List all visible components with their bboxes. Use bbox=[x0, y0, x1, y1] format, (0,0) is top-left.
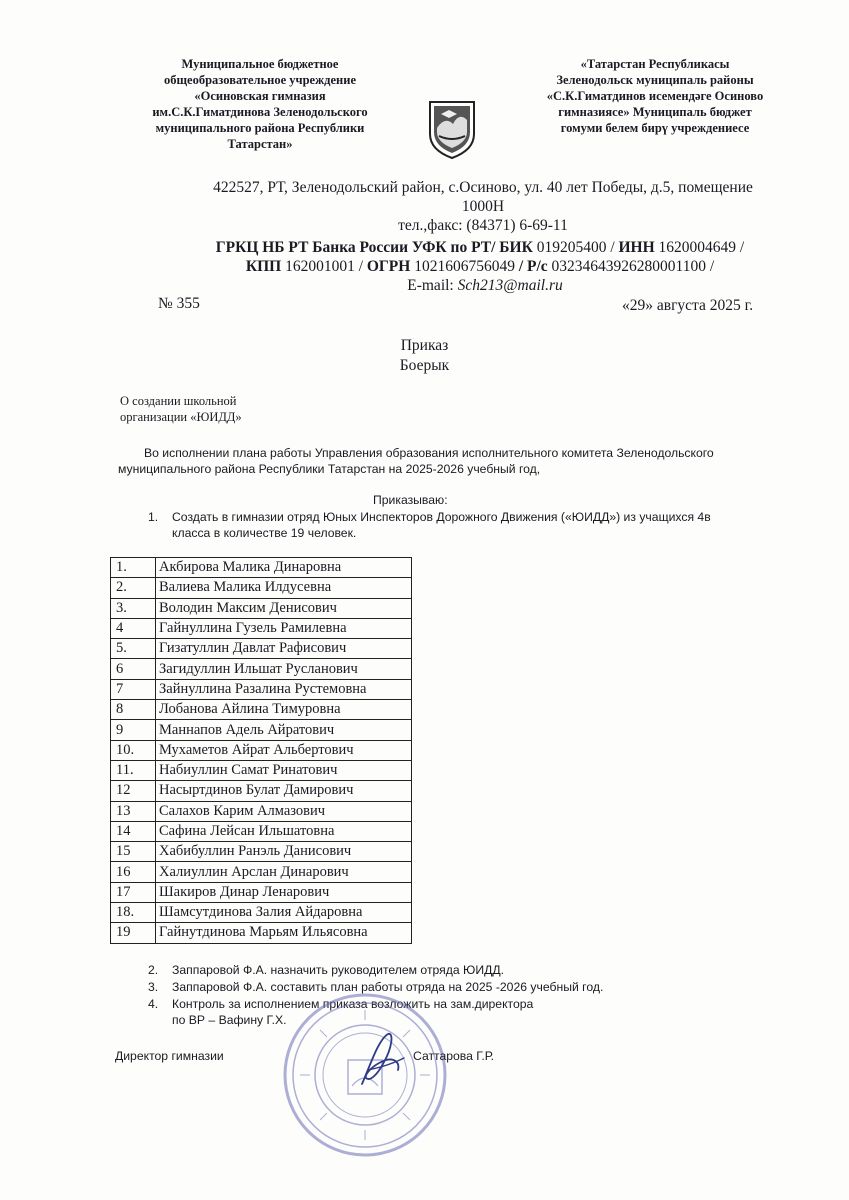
item-number: 3. bbox=[148, 980, 159, 994]
table-row bbox=[111, 842, 412, 862]
table-row bbox=[111, 659, 412, 679]
address-line: 422527, РТ, Зеленодольский район, с.Осиново, ул. 40 лет Победы, д.5, помещение bbox=[213, 179, 753, 196]
item-text: Заппаровой Ф.А. назначить руководителем отряда ЮИДД. bbox=[172, 963, 505, 977]
preamble-text: Во исполнении плана работы Управления образования исполнительного комитета Зеленодольского муниципального района Республики Татарстан на 2025-2026 учебный год, bbox=[118, 446, 714, 476]
item-text: Заппаровой Ф.А. составить план работы отряда на 2025 -2026 учебный год. bbox=[172, 980, 604, 994]
item-number: 1. bbox=[148, 510, 159, 524]
row-number: 19 bbox=[111, 923, 156, 943]
item-text-line: класса в количестве 19 человек. bbox=[172, 526, 357, 540]
row-number: 15 bbox=[111, 842, 156, 862]
row-number: 16 bbox=[111, 862, 156, 882]
order-number: № 355 bbox=[158, 295, 200, 312]
header-left-org-name bbox=[120, 56, 400, 152]
table-row bbox=[111, 618, 412, 638]
student-name: Валиева Малика Илдусевна bbox=[156, 578, 412, 598]
table-row bbox=[111, 903, 412, 923]
table-row bbox=[111, 781, 412, 801]
header-right-line: гомуми белем бирү учреждениесе bbox=[560, 121, 750, 135]
student-name: Володин Максим Денисович bbox=[156, 598, 412, 618]
row-number: 12 bbox=[111, 781, 156, 801]
student-name: Маннапов Адель Айратович bbox=[156, 720, 412, 740]
header-right-line: гимназиясе» Муниципаль бюджет bbox=[558, 105, 752, 119]
order-subject bbox=[120, 393, 242, 425]
table-row bbox=[111, 740, 412, 760]
table-row bbox=[111, 598, 412, 618]
header-right-line: «Татарстан Республикасы bbox=[580, 57, 730, 71]
student-name: Шакиров Динар Ленарович bbox=[156, 882, 412, 902]
header-right-org-name bbox=[520, 56, 790, 136]
inn-value: 1620004649 / bbox=[654, 239, 745, 256]
header-right-line: Зеленодольск муниципаль районы bbox=[556, 73, 754, 87]
row-number: 18. bbox=[111, 903, 156, 923]
bank-details-line-2 bbox=[140, 257, 820, 276]
inn-label: ИНН bbox=[618, 239, 655, 256]
header-left-line: им.С.К.Гиматдинова Зеленодольского bbox=[152, 105, 368, 119]
row-number: 7 bbox=[111, 679, 156, 699]
student-name: Насыртдинов Булат Дамирович bbox=[156, 781, 412, 801]
bank-label: ГРКЦ НБ РТ Банка России УФК по РТ/ БИК bbox=[215, 239, 533, 256]
ogrn-label: ОГРН bbox=[366, 258, 411, 275]
order-title-tt: Боерык bbox=[399, 357, 450, 374]
kpp-label: КПП bbox=[245, 258, 282, 275]
student-roster-table bbox=[110, 557, 412, 944]
row-number: 2. bbox=[111, 578, 156, 598]
header-left-line: муниципального района Республики bbox=[155, 121, 365, 135]
order-item-1 bbox=[148, 509, 748, 543]
phone-fax: тел.,факс: (84371) 6-69-11 bbox=[398, 217, 568, 234]
student-name: Гизатуллин Давлат Рафисович bbox=[156, 639, 412, 659]
handwritten-signature-icon bbox=[348, 1030, 418, 1090]
row-number: 17 bbox=[111, 882, 156, 902]
order-item-2 bbox=[148, 962, 748, 978]
student-name: Набиуллин Самат Ринатович bbox=[156, 760, 412, 780]
header-left-line: Муниципальное бюджетное bbox=[181, 57, 339, 71]
table-row bbox=[111, 700, 412, 720]
student-name: Загидуллин Ильшат Русланович bbox=[156, 659, 412, 679]
table-row bbox=[111, 578, 412, 598]
rs-value: 03234643926280001100 / bbox=[547, 258, 715, 275]
student-name: Акбирова Малика Динаровна bbox=[156, 558, 412, 578]
item-text-line: по ВР – Вафину Г.Х. bbox=[172, 1013, 287, 1027]
email bbox=[180, 277, 790, 295]
kpp-value: 162001001 / bbox=[281, 258, 367, 275]
row-number: 9 bbox=[111, 720, 156, 740]
table-row bbox=[111, 679, 412, 699]
item-text-line: Контроль за исполнением приказа возложить на зам.директора bbox=[172, 997, 534, 1011]
row-number: 11. bbox=[111, 760, 156, 780]
address-line: 1000Н bbox=[461, 198, 505, 215]
bik-value: 019205400 / bbox=[532, 239, 619, 256]
order-date: «29» августа 2025 г. bbox=[622, 297, 754, 314]
row-number: 8 bbox=[111, 700, 156, 720]
student-name: Гайнутдинова Марьям Ильясовна bbox=[156, 923, 412, 943]
rs-label: / Р/с bbox=[518, 258, 548, 275]
email-label: E-mail: bbox=[407, 277, 458, 294]
student-name: Салахов Карим Алмазович bbox=[156, 801, 412, 821]
bank-details bbox=[140, 238, 820, 276]
address bbox=[178, 178, 788, 216]
row-number: 4 bbox=[111, 618, 156, 638]
student-name: Халиуллин Арслан Динарович bbox=[156, 862, 412, 882]
header-left-line: Татарстан» bbox=[227, 137, 293, 151]
city-coat-of-arms-icon bbox=[427, 98, 477, 160]
row-number: 13 bbox=[111, 801, 156, 821]
row-number: 10. bbox=[111, 740, 156, 760]
header-left-line: «Осиновская гимназия bbox=[194, 89, 326, 103]
email-address: Sch213@mail.ru bbox=[457, 277, 563, 294]
student-name: Мухаметов Айрат Альбертович bbox=[156, 740, 412, 760]
table-row bbox=[111, 821, 412, 841]
director-name: Саттарова Г.Р. bbox=[413, 1049, 495, 1063]
header-left-line: общеобразовательное учреждение bbox=[164, 73, 356, 87]
ogrn-value: 1021606756049 bbox=[410, 258, 519, 275]
table-row bbox=[111, 882, 412, 902]
row-number: 6 bbox=[111, 659, 156, 679]
subject-line: организации «ЮИДД» bbox=[120, 410, 242, 424]
preamble bbox=[118, 445, 768, 477]
student-name: Зайнуллина Разалина Рустемовна bbox=[156, 679, 412, 699]
table-row bbox=[111, 558, 412, 578]
student-name: Гайнуллина Гузель Рамилевна bbox=[156, 618, 412, 638]
row-number: 5. bbox=[111, 639, 156, 659]
table-row bbox=[111, 639, 412, 659]
header-right-line: «С.К.Гиматдинов исемендәге Осиново bbox=[546, 89, 764, 103]
student-name: Сафина Лейсан Ильшатовна bbox=[156, 821, 412, 841]
row-number: 3. bbox=[111, 598, 156, 618]
row-number: 1. bbox=[111, 558, 156, 578]
subject-line: О создании школьной bbox=[120, 394, 237, 408]
item-text-line: Создать в гимназии отряд Юных Инспекторов Дорожного Движения («ЮИДД») из учащихся 4в bbox=[172, 510, 711, 524]
director-position: Директор гимназии bbox=[115, 1049, 224, 1063]
student-name: Лобанова Айлина Тимуровна bbox=[156, 700, 412, 720]
item-text bbox=[172, 509, 752, 541]
bank-details-line-1 bbox=[140, 238, 820, 257]
row-number: 14 bbox=[111, 821, 156, 841]
item-number: 4. bbox=[148, 997, 159, 1011]
table-row bbox=[111, 862, 412, 882]
item-text bbox=[172, 996, 752, 1028]
student-name: Шамсутдинова Залия Айдаровна bbox=[156, 903, 412, 923]
decree-heading: Приказываю: bbox=[373, 493, 448, 507]
table-row bbox=[111, 923, 412, 943]
item-number: 2. bbox=[148, 963, 159, 977]
order-title-ru: Приказ bbox=[400, 337, 449, 354]
table-row bbox=[111, 760, 412, 780]
table-row bbox=[111, 720, 412, 740]
student-name: Хабибуллин Ранэль Данисович bbox=[156, 842, 412, 862]
table-row bbox=[111, 801, 412, 821]
